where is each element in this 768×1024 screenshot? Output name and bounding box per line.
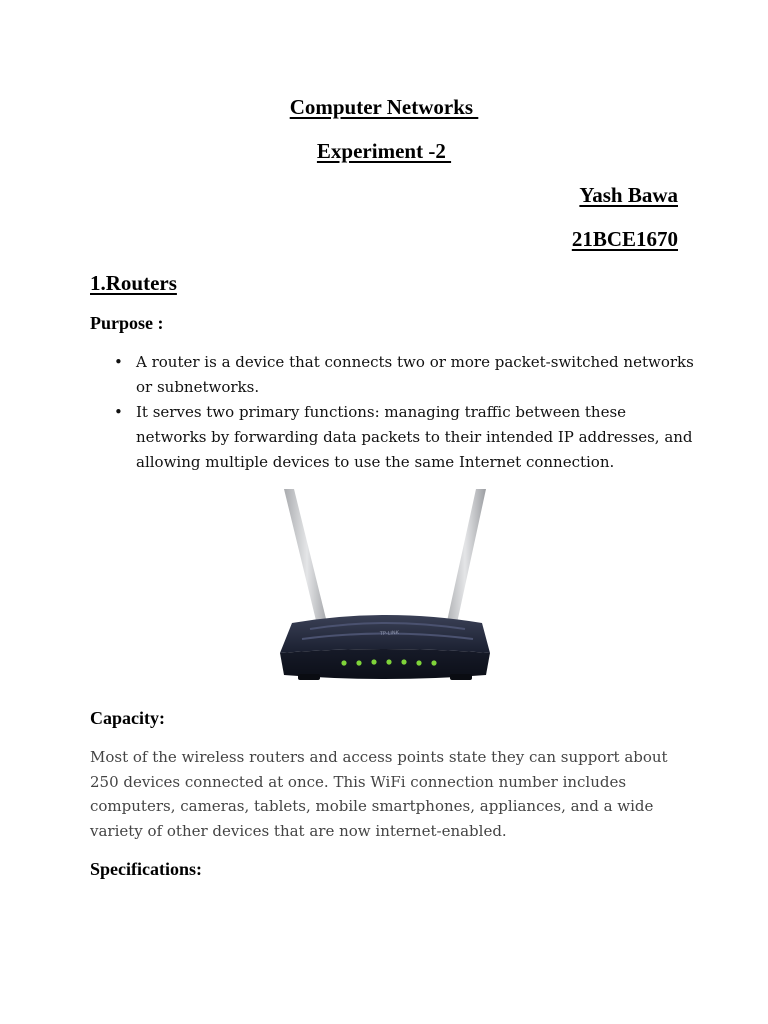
bullet-item: • It serves two primary functions: managing traffic between these networks by forwarding data packets to their intended IP addresses, and allowing multiple devices to use the same Internet connection.	[136, 400, 696, 475]
right-antenna	[444, 489, 486, 637]
section-heading-routers: 1.Routers	[90, 271, 177, 295]
experiment-title: Experiment -2	[316, 139, 452, 163]
purpose-bullet-list	[136, 350, 696, 475]
capacity-heading: Capacity:	[90, 708, 165, 728]
course-title: Computer Networks	[289, 95, 479, 119]
svg-text:TP-LINK: TP-LINK	[379, 630, 400, 637]
left-antenna	[284, 489, 330, 637]
purpose-heading: Purpose :	[90, 313, 164, 333]
author-name: Yash Bawa	[579, 183, 678, 207]
router-illustration	[270, 485, 500, 690]
registration-number: 21BCE1670	[571, 227, 678, 251]
bullet-item: • A router is a device that connects two or more packet-switched networks or subnetworks.	[136, 350, 696, 400]
capacity-paragraph: Most of the wireless routers and access points state they can support about 250 devices connected at once. This WiFi connection number includes computers, cameras, tablets, mobile smartphones, appliances, and a wide variety of other devices that are now internet-enabled.	[90, 748, 668, 840]
specifications-heading: Specifications:	[90, 859, 202, 879]
wireless-router-image	[270, 485, 500, 690]
